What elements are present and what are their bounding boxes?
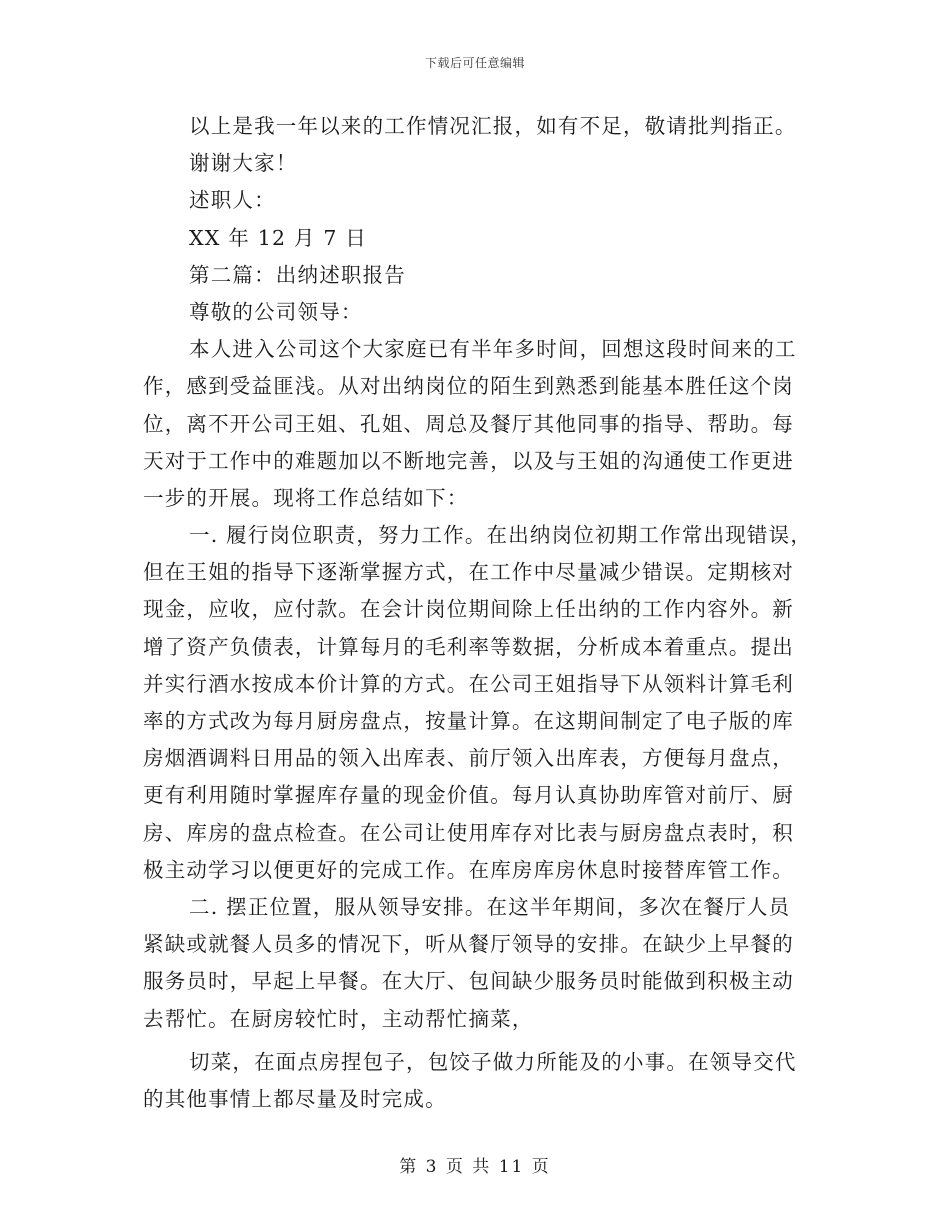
paragraph-line: 并实行酒水按成本价计算的方式。在公司王姐指导下从领料计算毛利 xyxy=(143,671,794,696)
paragraph-line: 的其他事情上都尽量及时完成。 xyxy=(143,1086,447,1111)
paragraph-line: 切菜，在面点房捏包子，包饺子做力所能及的小事。在领导交代 xyxy=(189,1049,797,1074)
paragraph-line: 房、库房的盘点检查。在公司让使用库存对比表与厨房盘点表时，积 xyxy=(143,820,794,845)
paragraph-line: 一步的开展。现将工作总结如下： xyxy=(143,485,469,510)
paragraph-line: 述职人： xyxy=(189,188,276,213)
paragraph-line: 谢谢大家！ xyxy=(189,151,298,176)
paragraph-line: 但在王姐的指导下逐渐掌握方式，在工作中尽量减少错误。定期核对 xyxy=(143,560,794,585)
page-header: 下载后可任意编辑 xyxy=(424,56,525,70)
paragraph-line: 更有利用随时掌握库存量的现金价值。每月认真协助库管对前厅、厨 xyxy=(143,783,794,808)
paragraph-line: 率的方式改为每月厨房盘点，按量计算。在这期间制定了电子版的库 xyxy=(143,709,794,733)
paragraph-line: 二. 摆正位置，服从领导安排。在这半年期间，多次在餐厅人员 xyxy=(189,894,791,919)
paragraph-line: 位，离不开公司王姐、孔姐、周总及餐厅其他同事的指导、帮助。每 xyxy=(143,411,794,436)
paragraph-line: XX 年 12 月 7 日 xyxy=(189,225,367,250)
paragraph-line: 作，感到受益匪浅。从对出纳岗位的陌生到熟悉到能基本胜任这个岗 xyxy=(143,374,794,399)
paragraph-line: 本人进入公司这个大家庭已有半年多时间，回想这段时间来的工 xyxy=(189,337,797,362)
paragraph-line: 服务员时，早起上早餐。在大厅、包间缺少服务员时能做到积极主动 xyxy=(143,969,794,994)
paragraph-line: 现金，应收，应付款。在会计岗位期间除上任出纳的工作内容外。新 xyxy=(143,597,794,622)
paragraph-line: 一. 履行岗位职责，努力工作。在出纳岗位初期工作常出现错误， xyxy=(189,523,813,548)
section-title: 第二篇：出纳述职报告 xyxy=(189,262,406,287)
paragraph-line: 房烟酒调料日用品的领入出库表、前厅领入出库表，方便每月盘点， xyxy=(143,746,794,771)
paragraph-line: 紧缺或就餐人员多的情况下，听从餐厅领导的安排。在缺少上早餐的 xyxy=(143,932,794,957)
salutation: 尊敬的公司领导： xyxy=(189,299,363,324)
document-body xyxy=(143,108,823,1118)
paragraph-line: 以上是我一年以来的工作情况汇报，如有不足，敬请批判指正。 xyxy=(189,114,797,138)
paragraph-line: 极主动学习以便更好的完成工作。在库房库房休息时接替库管工作。 xyxy=(143,857,794,882)
paragraph-line: 去帮忙。在厨房较忙时，主动帮忙摘菜， xyxy=(143,1006,534,1031)
paragraph-line: 增了资产负债表，计算每月的毛利率等数据，分析成本着重点。提出 xyxy=(143,634,794,659)
paragraph-line: 天对于工作中的难题加以不断地完善，以及与王姐的沟通使工作更进 xyxy=(143,448,794,473)
page-number-footer: 第 3 页 共 11 页 xyxy=(399,1157,551,1177)
